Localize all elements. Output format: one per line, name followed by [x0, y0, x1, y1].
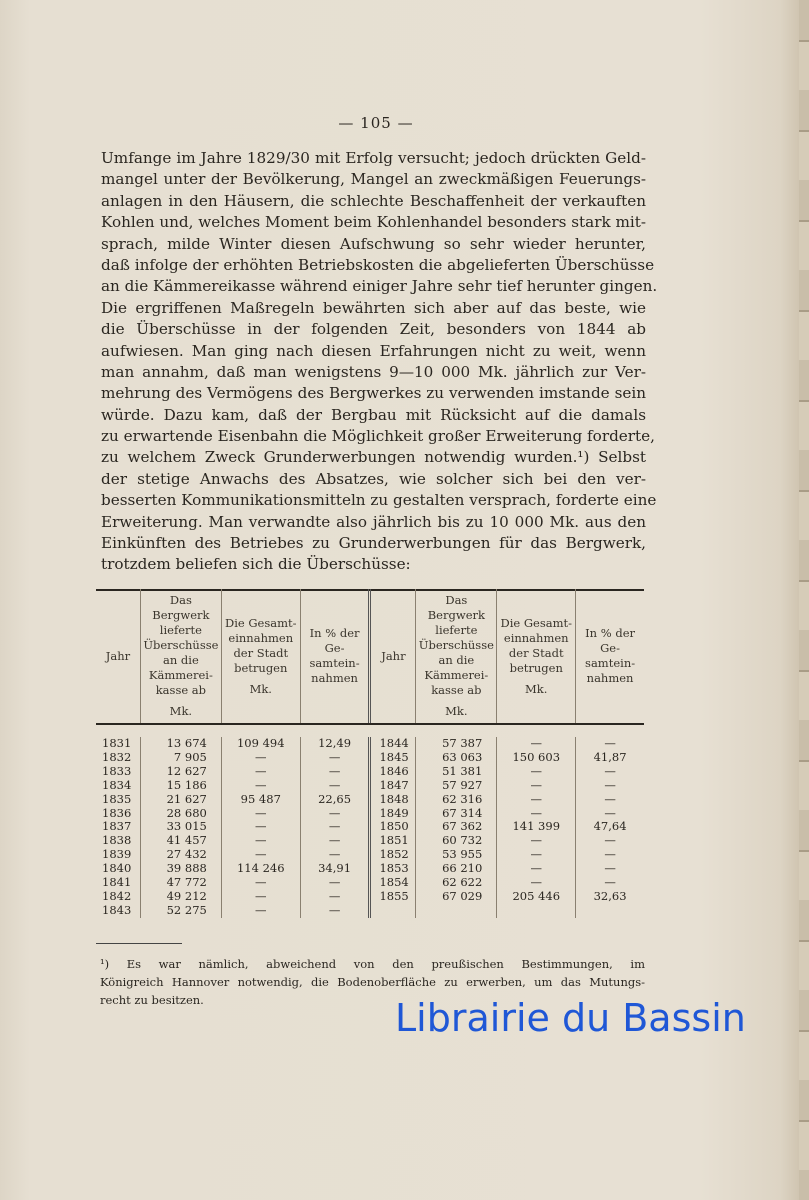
- text-line: die Überschüsse in der folgenden Zeit, besonders von 1844 ab: [101, 320, 646, 339]
- cell-total: —: [497, 848, 576, 862]
- header-total-unit-2: Mk.: [525, 681, 548, 696]
- table-row: [96, 737, 644, 751]
- cell-total: 150 603: [497, 751, 576, 765]
- header-total-label: Die Gesamt-einnahmen der Stadt betrugen: [225, 615, 297, 675]
- cell-total: —: [221, 765, 300, 779]
- cell-percent: —: [300, 820, 370, 834]
- cell-year: 1834: [102, 777, 132, 792]
- text-line: recht zu besitzen.: [100, 993, 204, 1007]
- cell-surplus: 33 015: [140, 820, 221, 834]
- cell-percent: —: [300, 848, 370, 862]
- cell-year: 1846: [370, 765, 416, 779]
- table-row: [96, 751, 644, 765]
- cell-percent: —: [300, 890, 370, 904]
- cell-total: —: [497, 834, 576, 848]
- cell-percent: —: [576, 779, 644, 793]
- cell-surplus: 47 772: [140, 876, 221, 890]
- header-total-label-2: Die Gesamt-einnahmen der Stadt betrugen: [500, 615, 572, 675]
- cell-year: [370, 904, 416, 918]
- cell-percent: —: [300, 904, 370, 918]
- cell-percent: —: [300, 876, 370, 890]
- text-line: aufwiesen. Man ging nach diesen Erfahrungen nicht zu weit, wenn: [101, 341, 646, 360]
- cell-surplus: 63 063: [416, 751, 497, 765]
- cell-year: 1847: [370, 779, 416, 793]
- cell-surplus: 67 314: [416, 807, 497, 821]
- cell-percent: 12,49: [300, 737, 370, 751]
- text-line: würde. Dazu kam, daß der Bergbau mit Rücksicht auf die damals: [101, 405, 646, 424]
- cell-surplus: 28 680: [140, 807, 221, 821]
- cell-year: 1848: [370, 793, 416, 807]
- table-row: [96, 765, 644, 779]
- cell-percent: —: [300, 751, 370, 765]
- cell-surplus: 62 316: [416, 793, 497, 807]
- cell-surplus: [416, 904, 497, 918]
- cell-year: 1843: [102, 902, 132, 917]
- cell-percent: —: [300, 807, 370, 821]
- header-total-2: [497, 589, 576, 723]
- cell-percent: 32,63: [576, 890, 644, 904]
- header-total: [221, 589, 300, 723]
- header-percent: In % der Ge-samtein-nahmen: [300, 589, 370, 723]
- cell-total: —: [221, 904, 300, 918]
- cell-total: —: [497, 779, 576, 793]
- cell-surplus: 67 362: [416, 820, 497, 834]
- cell-percent: 34,91: [300, 862, 370, 876]
- cell-year: 1840: [102, 861, 132, 876]
- table-row: [96, 793, 644, 807]
- cell-total: —: [221, 876, 300, 890]
- cell-percent: 41,87: [576, 751, 644, 765]
- footnote-rule: [96, 943, 182, 944]
- cell-surplus: 60 732: [416, 834, 497, 848]
- cell-surplus: 15 186: [140, 779, 221, 793]
- cell-total: —: [221, 834, 300, 848]
- cell-surplus: 52 275: [140, 904, 221, 918]
- text-line: Einkünften des Betriebes zu Grunderwerbungen für das Bergwerk,: [101, 534, 646, 553]
- cell-year: 1841: [102, 875, 132, 890]
- text-line: besserten Kommunikationsmitteln zu gestalten versprach, forderte eine: [101, 491, 657, 510]
- page-number: — 105 —: [338, 114, 414, 132]
- cell-year: 1838: [102, 833, 132, 848]
- text-line: mangel unter der Bevölkerung, Mangel an zweckmäßigen Feuerungs-: [101, 170, 646, 189]
- cell-total: 141 399: [497, 820, 576, 834]
- cell-total: —: [221, 751, 300, 765]
- text-line: mehrung des Vermögens des Bergwerkes zu verwenden imstande sein: [101, 384, 646, 403]
- cell-surplus: 39 888: [140, 862, 221, 876]
- cell-percent: —: [300, 834, 370, 848]
- cell-percent: —: [576, 765, 644, 779]
- text-line: zu welchem Zweck Grunderwerbungen notwendig wurden.¹) Selbst: [101, 448, 646, 467]
- text-line: Erweiterung. Man verwandte also jährlich bis zu 10 000 Mk. aus den: [101, 512, 646, 531]
- cell-percent: 22,65: [300, 793, 370, 807]
- watermark: Librairie du Bassin: [395, 996, 746, 1040]
- header-year: Jahr: [105, 648, 131, 663]
- cell-percent: —: [576, 862, 644, 876]
- cell-year: 1832: [102, 749, 132, 764]
- text-line: sprach, milde Winter diesen Aufschwung so sehr wieder herunter,: [101, 234, 646, 253]
- table-header-row: [96, 589, 644, 723]
- cell-total: 114 246: [221, 862, 300, 876]
- table-row: [96, 890, 644, 904]
- cell-surplus: 51 381: [416, 765, 497, 779]
- cell-percent: —: [300, 779, 370, 793]
- cell-year: 1845: [370, 751, 416, 765]
- cell-total: 109 494: [221, 737, 300, 751]
- table-row: [96, 862, 644, 876]
- table-row: [96, 848, 644, 862]
- header-surplus-unit: Mk.: [169, 704, 193, 718]
- cell-percent: [576, 904, 644, 918]
- cell-year: 1855: [370, 890, 416, 904]
- text-line: man annahm, daß man wenigstens 9—10 000 Mk. jährlich zur Ver-: [101, 362, 646, 381]
- cell-year: 1837: [102, 819, 132, 834]
- cell-total: —: [497, 876, 576, 890]
- header-surplus: [140, 589, 221, 723]
- cell-percent: —: [576, 876, 644, 890]
- cell-percent: 47,64: [576, 820, 644, 834]
- cell-surplus: 49 212: [140, 890, 221, 904]
- header-year-2: Jahr: [370, 589, 416, 723]
- cell-year: 1853: [370, 862, 416, 876]
- text-line: trotzdem beliefen sich die Überschüsse:: [101, 555, 411, 574]
- text-line: Umfange im Jahre 1829/30 mit Erfolg versucht; jedoch drückten Geld-: [101, 149, 646, 167]
- cell-percent: —: [576, 737, 644, 751]
- cell-percent: —: [576, 807, 644, 821]
- cell-year: 1833: [102, 763, 132, 778]
- cell-total: 95 487: [221, 793, 300, 807]
- text-line: anlagen in den Häusern, die schlechte Beschaffenheit der verkauften: [101, 191, 646, 210]
- cell-surplus: 7 905: [140, 751, 221, 765]
- text-line: Die ergriffenen Maßregeln bewährten sich aber auf das beste, wie: [101, 298, 646, 317]
- header-surplus-2: [416, 589, 497, 723]
- cell-total: —: [497, 807, 576, 821]
- header-surplus-label-2: Das Bergwerk lieferte Überschüsse an die Kämmerei-kasse ab: [418, 593, 494, 697]
- cell-total: —: [221, 890, 300, 904]
- cell-surplus: 53 955: [416, 848, 497, 862]
- cell-year: 1854: [370, 876, 416, 890]
- text-line: daß infolge der erhöhten Betriebskosten die abgelieferten Überschüsse: [101, 255, 655, 274]
- cell-total: —: [221, 779, 300, 793]
- cell-total: —: [497, 737, 576, 751]
- cell-year: 1839: [102, 847, 132, 862]
- cell-total: —: [497, 793, 576, 807]
- cell-total: —: [221, 820, 300, 834]
- cell-percent: —: [300, 765, 370, 779]
- cell-year: 1849: [370, 807, 416, 821]
- header-surplus-label: Das Bergwerk lieferte Überschüsse an die Kämmerei-kasse ab: [143, 593, 219, 697]
- table-row: [96, 876, 644, 890]
- text-line: zu erwartende Eisenbahn die Möglichkeit großer Erweiterung forderte,: [101, 427, 655, 446]
- cell-percent: —: [576, 848, 644, 862]
- cell-percent: —: [576, 793, 644, 807]
- text-line: ¹) Es war nämlich, abweichend von den preußischen Bestimmungen, im: [100, 957, 645, 971]
- table-row: [96, 820, 644, 834]
- cell-surplus: 27 432: [140, 848, 221, 862]
- text-line: Königreich Hannover notwendig, die Bodenoberfläche zu erwerben, um das Mutungs-: [100, 975, 645, 989]
- page-edge: [799, 0, 809, 1200]
- cell-surplus: 67 029: [416, 890, 497, 904]
- cell-surplus: 66 210: [416, 862, 497, 876]
- text-line: an die Kämmereikasse während einiger Jahre sehr tief herunter gingen.: [101, 277, 658, 296]
- table-row: [96, 834, 644, 848]
- cell-total: —: [497, 765, 576, 779]
- cell-surplus: 12 627: [140, 765, 221, 779]
- cell-year: 1835: [102, 791, 132, 806]
- cell-surplus: 41 457: [140, 834, 221, 848]
- header-surplus-unit-2: Mk.: [445, 704, 468, 718]
- cell-total: 205 446: [497, 890, 576, 904]
- cell-year: 1844: [370, 737, 416, 751]
- surplus-table: [96, 589, 644, 918]
- cell-year: 1852: [370, 848, 416, 862]
- cell-total: —: [497, 862, 576, 876]
- cell-total: —: [221, 807, 300, 821]
- cell-surplus: 62 622: [416, 876, 497, 890]
- cell-year: 1850: [370, 820, 416, 834]
- text-line: Kohlen und, welches Moment beim Kohlenhandel besonders stark mit-: [101, 213, 646, 232]
- cell-surplus: 57 387: [416, 737, 497, 751]
- cell-percent: —: [576, 834, 644, 848]
- cell-total: [497, 904, 576, 918]
- cell-surplus: 21 627: [140, 793, 221, 807]
- header-percent-2: In % der Ge-samtein-nahmen: [576, 589, 644, 723]
- table-row: [96, 779, 644, 793]
- text-line: der stetige Anwachs des Absatzes, wie solcher sich bei den ver-: [101, 469, 646, 488]
- cell-total: —: [221, 848, 300, 862]
- body-text: [101, 148, 658, 576]
- header-total-unit: Mk.: [249, 681, 272, 696]
- cell-year: 1851: [370, 834, 416, 848]
- cell-year: 1831: [102, 736, 132, 750]
- cell-surplus: 57 927: [416, 779, 497, 793]
- table-row: [96, 807, 644, 821]
- table-row: [96, 904, 644, 918]
- cell-year: 1842: [102, 888, 132, 903]
- cell-surplus: 13 674: [140, 737, 221, 751]
- cell-year: 1836: [102, 805, 132, 820]
